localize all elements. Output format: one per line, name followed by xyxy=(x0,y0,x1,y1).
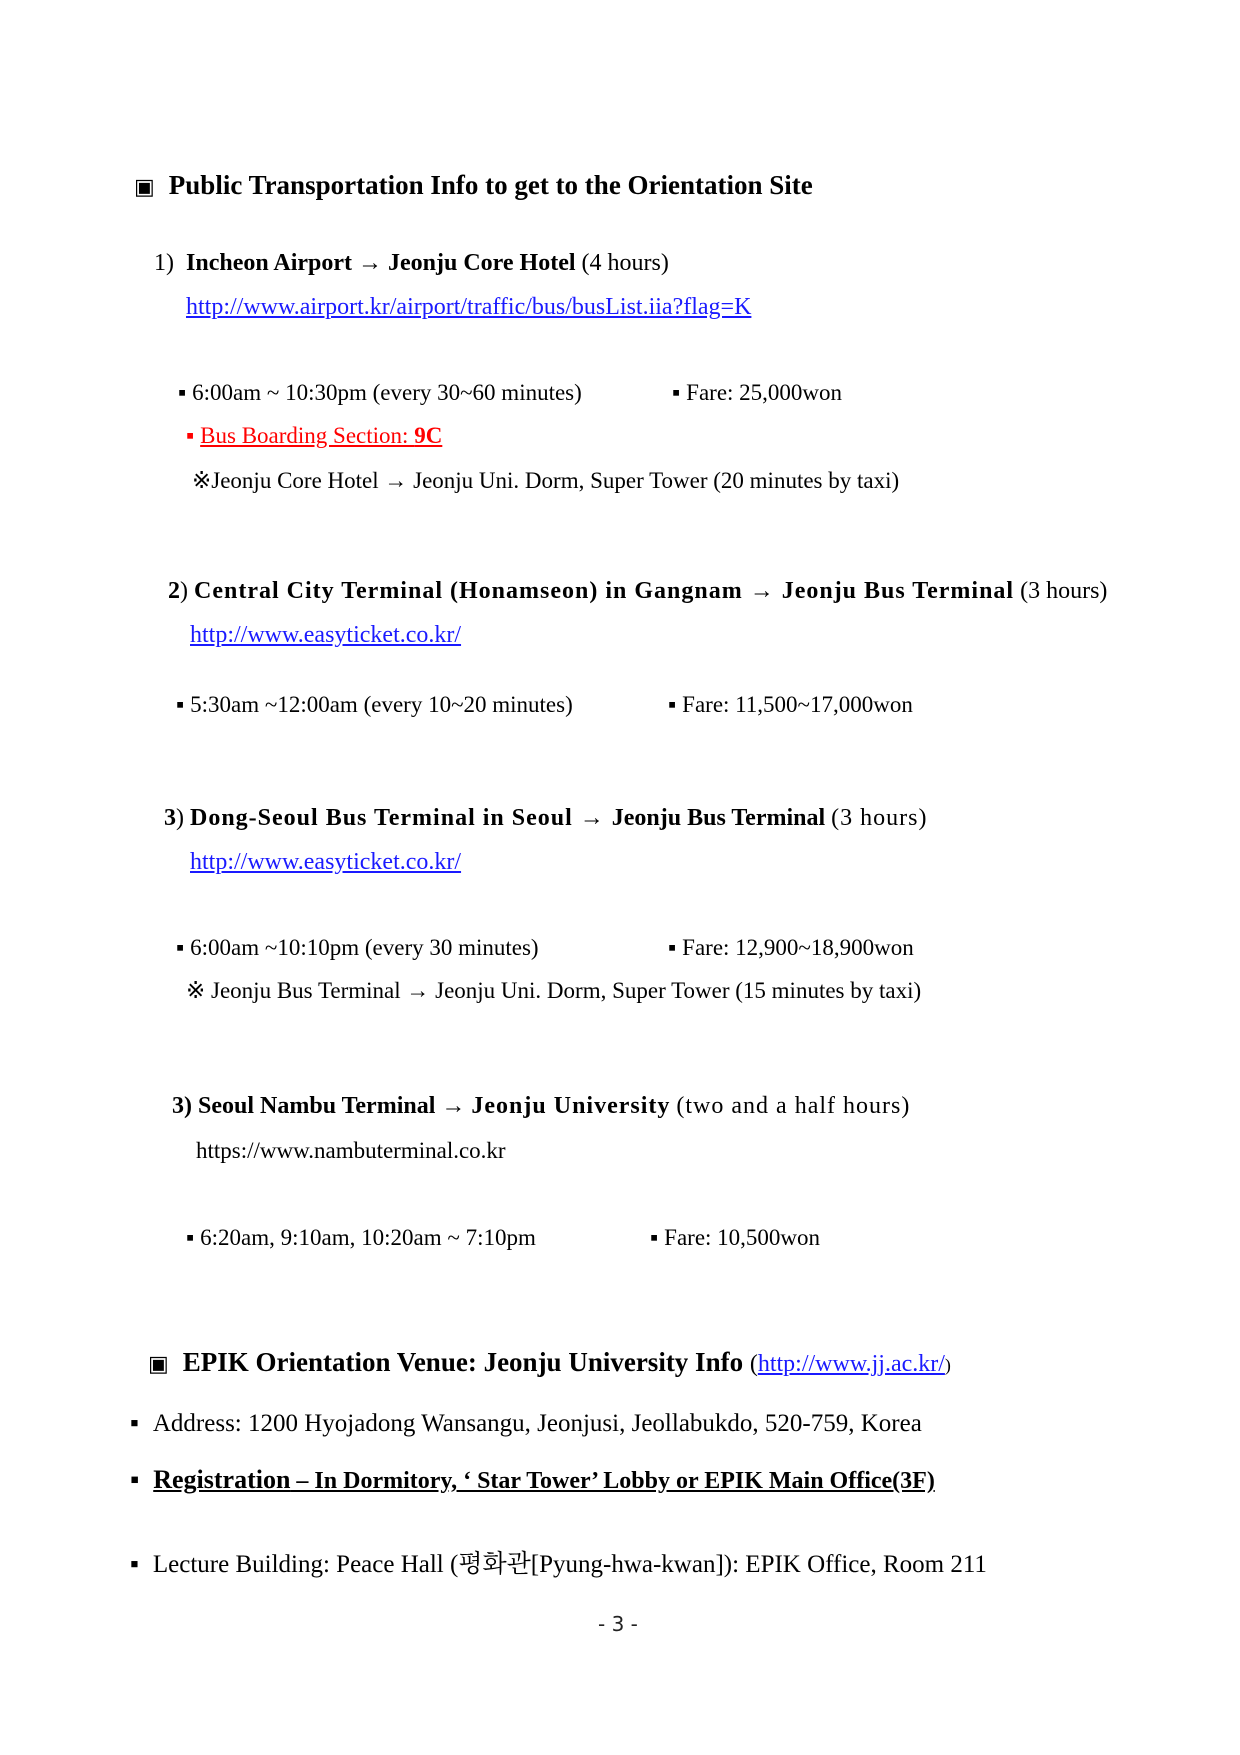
route-1-fare xyxy=(672,380,842,406)
registration-label: Registration xyxy=(153,1465,291,1494)
route-name: Seoul Nambu Terminal → xyxy=(198,1093,472,1119)
route-3-heading xyxy=(164,805,927,832)
fare-text: Fare: 11,500~17,000won xyxy=(682,692,913,717)
route-destination: Jeonju Bus Terminal xyxy=(611,805,826,831)
section-marker-icon: ▣ xyxy=(148,1352,169,1377)
route-paren: ) xyxy=(176,805,184,831)
route-2-fare xyxy=(668,692,913,718)
route-paren: ) xyxy=(180,578,188,604)
fare-text: Fare: 10,500won xyxy=(664,1225,821,1250)
registration-line xyxy=(130,1465,935,1495)
section-heading-transport xyxy=(134,170,813,201)
bullet-icon: ▪ xyxy=(668,935,677,960)
registration-text: – In Dormitory, ‘ Star Tower’ Lobby or EPIK Main Office(3F) xyxy=(290,1468,935,1494)
route-name: Central City Terminal (Honamseon) in Gangnam → Jeonju Bus Terminal xyxy=(194,578,1015,604)
schedule-text: 6:00am ~ 10:30pm (every 30~60 minutes) xyxy=(192,380,582,405)
bullet-icon: ▪ xyxy=(130,1465,140,1494)
route-duration: (3 hours) xyxy=(831,805,928,831)
fare-text: Fare: 12,900~18,900won xyxy=(682,935,914,960)
schedule-text: 6:00am ~10:10pm (every 30 minutes) xyxy=(190,935,539,960)
bullet-icon: ▪ xyxy=(668,692,677,717)
section-title: Public Transportation Info to get to the Orientation Site xyxy=(168,170,813,200)
route-1-heading xyxy=(154,250,669,277)
boarding-value: 9C xyxy=(414,423,443,448)
route-4-fare xyxy=(650,1225,820,1251)
bullet-icon: ▪ xyxy=(178,380,187,405)
bullet-icon: ▪ xyxy=(130,1551,139,1578)
paren-close: ) xyxy=(944,1355,951,1375)
lecture-line xyxy=(130,1544,987,1580)
route-4-heading xyxy=(172,1093,910,1120)
route-number: 1) xyxy=(154,250,174,276)
schedule-text: 6:20am, 9:10am, 10:20am ~ 7:10pm xyxy=(200,1225,536,1250)
paren-open: ( xyxy=(749,1351,758,1377)
route-number: 2 xyxy=(168,578,180,604)
route-duration: (two and a half hours) xyxy=(676,1093,911,1119)
route-number: 3) xyxy=(172,1093,198,1119)
route-4-schedule xyxy=(186,1225,536,1251)
route-duration: (3 hours) xyxy=(1020,578,1108,604)
route-2-heading xyxy=(168,578,1107,605)
section-heading-venue xyxy=(148,1347,951,1378)
lecture-text: Lecture Building: Peace Hall (평화관[Pyung-hwa-kwan]): EPIK Office, Room 211 xyxy=(152,1551,987,1578)
route-1-boarding xyxy=(186,423,442,449)
route-2-schedule xyxy=(176,692,573,718)
section-marker-icon: ▣ xyxy=(134,175,155,200)
university-link[interactable]: http://www.jj.ac.kr/ xyxy=(757,1351,945,1377)
route-3-link[interactable]: http://www.easyticket.co.kr/ xyxy=(190,849,462,875)
route-4-url: https://www.nambuterminal.co.kr xyxy=(196,1138,506,1163)
route-2-link[interactable]: http://www.easyticket.co.kr/ xyxy=(190,622,462,648)
bullet-icon: ▪ xyxy=(672,380,681,405)
page-number: - 3 - xyxy=(598,1612,638,1636)
bullet-icon: ▪ xyxy=(176,692,185,717)
route-3-note: ※ Jeonju Bus Terminal → Jeonju Uni. Dorm, Super Tower (15 minutes by taxi) xyxy=(186,978,922,1003)
route-1-link[interactable]: http://www.airport.kr/airport/traffic/bus/busList.iia?flag=K xyxy=(186,294,752,320)
boarding-label: Bus Boarding Section: xyxy=(200,423,415,448)
bullet-icon: ▪ xyxy=(650,1225,659,1250)
route-1-note: ※Jeonju Core Hotel → Jeonju Uni. Dorm, Super Tower (20 minutes by taxi) xyxy=(192,468,900,493)
address-text: Address: 1200 Hyojadong Wansangu, Jeonjusi, Jeollabukdo, 520-759, Korea xyxy=(152,1410,922,1437)
section-title: EPIK Orientation Venue: Jeonju University Info xyxy=(182,1347,744,1377)
route-3-schedule xyxy=(176,935,539,961)
route-duration: (4 hours) xyxy=(581,250,669,276)
schedule-text: 5:30am ~12:00am (every 10~20 minutes) xyxy=(190,692,573,717)
address-line xyxy=(130,1410,922,1438)
route-name: Dong-Seoul Bus Terminal in Seoul → xyxy=(190,805,612,831)
bullet-icon: ▪ xyxy=(186,423,195,448)
route-name: Incheon Airport → Jeonju Core Hotel xyxy=(186,250,576,276)
route-number: 3 xyxy=(164,805,176,831)
bullet-icon: ▪ xyxy=(176,935,185,960)
bullet-icon: ▪ xyxy=(130,1410,139,1437)
bullet-icon: ▪ xyxy=(186,1225,195,1250)
route-3-fare xyxy=(668,935,914,961)
fare-text: Fare: 25,000won xyxy=(686,380,843,405)
route-destination: Jeonju University xyxy=(471,1093,671,1119)
route-1-schedule xyxy=(178,380,582,406)
